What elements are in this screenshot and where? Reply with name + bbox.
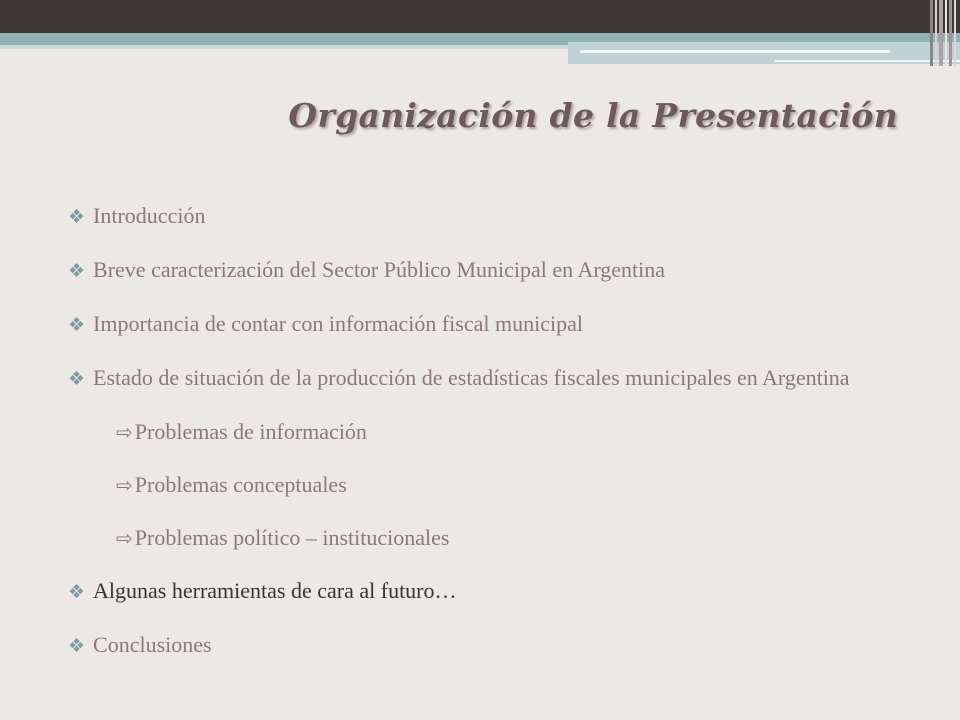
list-item-herramientas <box>68 578 936 606</box>
slide-title: Organización de la Presentación <box>288 96 898 135</box>
header-band-light <box>0 45 570 49</box>
sub-item-text: Problemas conceptuales <box>134 472 347 497</box>
list-item-caracterizacion <box>68 257 936 285</box>
diamond-bullet-icon: ❖ <box>68 207 86 228</box>
list-item-text: Conclusiones <box>93 632 212 657</box>
sub-item-problemas-conceptuales <box>68 472 936 499</box>
list-item-estado <box>68 365 936 393</box>
diamond-bullet-icon: ❖ <box>68 582 86 603</box>
list-item-text: Breve caracterización del Sector Público Municipal en Argentina <box>93 257 666 282</box>
slide-content <box>68 203 936 686</box>
list-item-text: Algunas herramientas de cara al futuro… <box>93 578 457 603</box>
arrow-right-icon: ⇨ <box>116 528 133 550</box>
arrow-right-icon: ⇨ <box>116 422 133 444</box>
diamond-bullet-icon: ❖ <box>68 261 86 282</box>
diamond-bullet-icon: ❖ <box>68 369 86 390</box>
list-item-importancia <box>68 311 936 339</box>
sub-item-problemas-informacion <box>68 419 936 446</box>
header-band-dark <box>0 0 960 33</box>
list-item-conclusiones <box>68 632 936 660</box>
header-stripes <box>930 0 960 66</box>
arrow-right-icon: ⇨ <box>116 475 133 497</box>
sub-item-text: Problemas de información <box>134 419 367 444</box>
list-item-introduccion <box>68 203 936 231</box>
list-item-text: Introducción <box>93 203 206 228</box>
sub-item-problemas-politico <box>68 525 936 552</box>
diamond-bullet-icon: ❖ <box>68 636 86 657</box>
sub-item-text: Problemas político – institucionales <box>134 525 450 550</box>
list-item-text: Estado de situación de la producción de estadísticas fiscales municipales en Argentina <box>93 365 850 390</box>
header-line <box>580 50 890 53</box>
list-item-text: Importancia de contar con información fiscal municipal <box>93 311 583 336</box>
diamond-bullet-icon: ❖ <box>68 315 86 336</box>
